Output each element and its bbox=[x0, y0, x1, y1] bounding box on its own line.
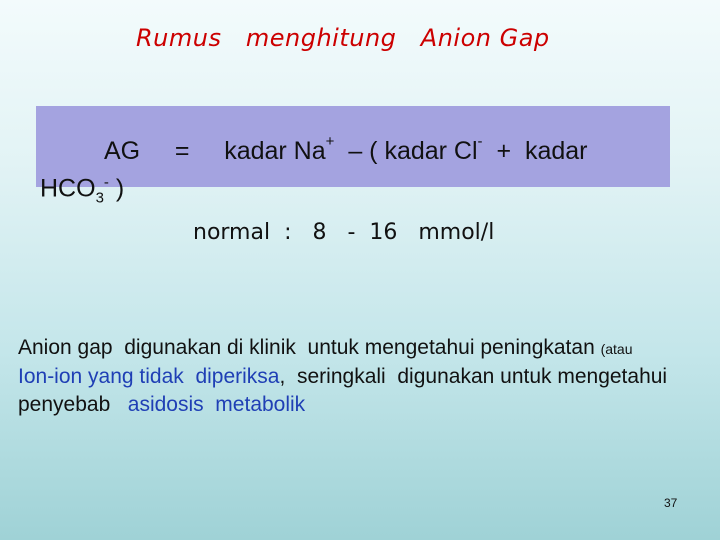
para-line2-highlight: Ion-ion yang tidak diperiksa bbox=[18, 365, 280, 388]
formula-close: ) bbox=[108, 174, 125, 203]
para-line3: penyebab bbox=[18, 393, 122, 416]
normal-label: normal : bbox=[193, 220, 292, 245]
para-line2-rest: , seringkali digunakan untuk mengetahui bbox=[279, 365, 668, 388]
page-number: 37 bbox=[664, 496, 678, 510]
para-line3-highlight: asidosis metabolik bbox=[121, 393, 306, 416]
formula-hco: HCO bbox=[40, 174, 96, 203]
na-charge: + bbox=[325, 133, 335, 150]
formula-plus-kadar: + kadar bbox=[496, 137, 588, 165]
formula-ag: AG bbox=[104, 137, 141, 165]
cl-charge: - bbox=[477, 133, 483, 150]
formula-kadar-na: kadar Na bbox=[224, 137, 326, 165]
formula-hco3-line bbox=[40, 174, 124, 206]
hco3-subscript: 3 bbox=[95, 189, 104, 207]
explanation-paragraph bbox=[18, 334, 720, 419]
hco3-charge: - bbox=[103, 174, 109, 191]
formula-equals: = bbox=[174, 137, 190, 165]
normal-value: 8 - 16 mmol/l bbox=[312, 220, 495, 245]
normal-range bbox=[193, 220, 494, 245]
para-line1-small: (atau bbox=[600, 341, 633, 357]
anion-gap-formula bbox=[104, 133, 588, 166]
slide-title: Rumus menghitung Anion Gap bbox=[136, 24, 550, 52]
formula-minus-cl: – ( kadar Cl bbox=[348, 137, 478, 165]
para-line1: Anion gap digunakan di klinik untuk mengetahui peningkatan bbox=[18, 336, 601, 359]
